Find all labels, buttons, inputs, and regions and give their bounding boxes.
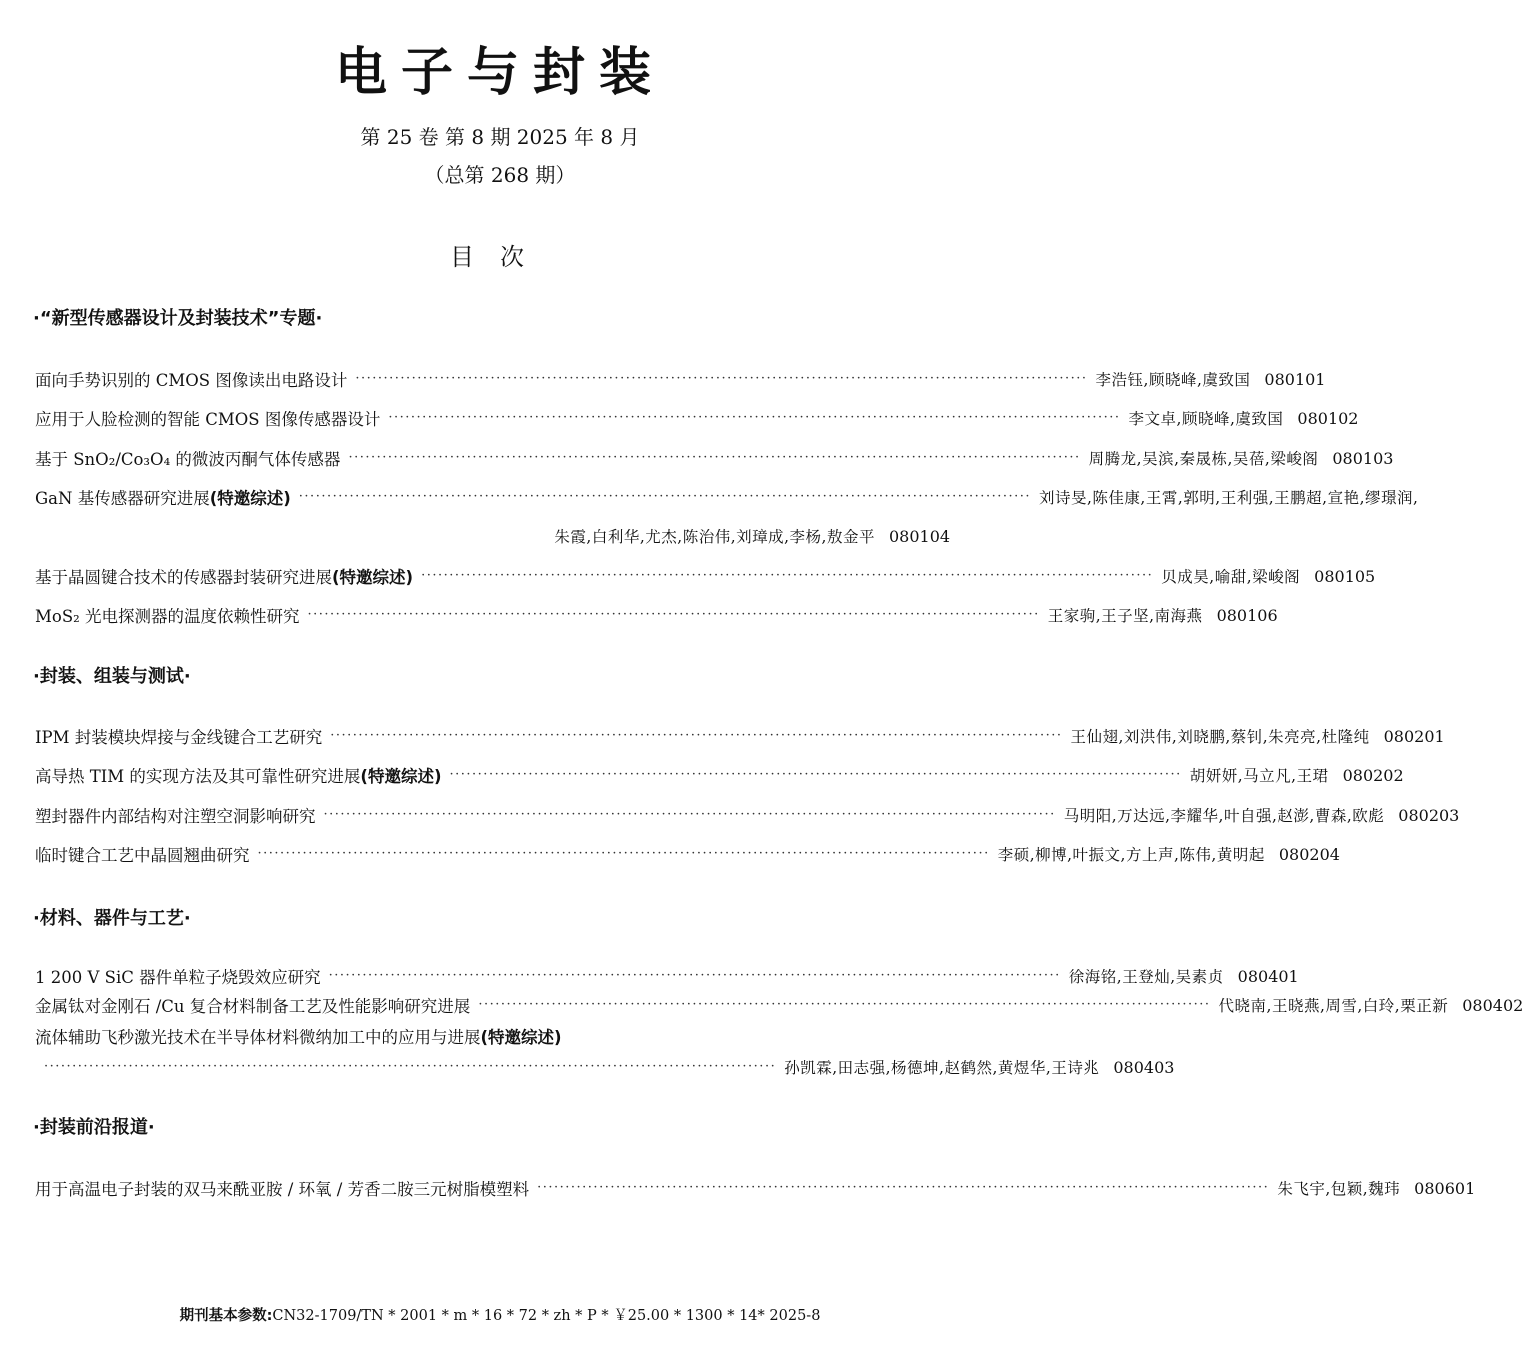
article-code: 080106 xyxy=(1216,605,1278,625)
article-authors: 朱霞,白利华,尤杰,陈治伟,刘璋成,李杨,敖金平 xyxy=(554,528,875,546)
toc-entry[interactable] xyxy=(35,762,1404,788)
article-code: 080401 xyxy=(1237,966,1299,986)
article-code: 080201 xyxy=(1383,726,1445,746)
article-title: 用于高温电子封装的双马来酰亚胺 / 环氧 / 芳香二胺三元树脂模塑料 xyxy=(35,1180,530,1199)
article-authors: 刘诗旻,陈佳康,王霄,郭明,王利强,王鹏超,宣艳,缪璟润, xyxy=(1039,489,1419,507)
section-heading: ·“新型传感器设计及封装技术”专题· xyxy=(33,308,323,329)
article-title: 金属钛对金刚石 /Cu 复合材料制备工艺及性能影响研究进展 xyxy=(35,997,471,1016)
parameters-value: CN32-1709/TN * 2001 * m * 16 * 72 * zh * P * ￥25.00 * 1300 * 14* 2025-8 xyxy=(272,1308,821,1324)
article-authors: 王仙翅,刘洪伟,刘晓鹏,蔡钊,朱亮亮,杜隆纯 xyxy=(1070,728,1370,746)
article-code: 080203 xyxy=(1398,805,1460,825)
article-title: 塑封器件内部结构对注塑空洞影响研究 xyxy=(35,807,316,826)
journal-parameters xyxy=(0,1306,1000,1326)
article-title: 1 200 V SiC 器件单粒子烧毁效应研究 xyxy=(35,968,321,987)
article-title: GaN 基传感器研究进展(特邀综述) xyxy=(35,489,291,508)
leader-dots: ·································································································································· xyxy=(328,968,1061,983)
article-code: 080403 xyxy=(1113,1057,1175,1077)
toc-entry[interactable] xyxy=(35,841,1340,867)
toc-entry-continuation xyxy=(44,1054,1175,1080)
article-code: 080402 xyxy=(1462,995,1523,1015)
leader-dots: ·································································································································· xyxy=(355,371,1088,386)
article-authors: 代晓南,王晓燕,周雪,白玲,栗正新 xyxy=(1218,997,1449,1015)
article-code: 080102 xyxy=(1297,408,1359,428)
toc-entry[interactable] xyxy=(35,963,1299,989)
leader-dots: ·································································································································· xyxy=(307,607,1040,622)
article-authors: 李硕,柳博,叶振文,方上声,陈伟,黄明起 xyxy=(997,846,1265,864)
total-issue: （总第 268 期） xyxy=(424,163,576,187)
leader-dots: ·································································································································· xyxy=(449,767,1182,782)
leader-dots: ·································································································································· xyxy=(388,410,1121,425)
toc-entry[interactable] xyxy=(35,445,1394,471)
leader-dots: ·································································································································· xyxy=(323,807,1056,822)
article-code: 080601 xyxy=(1414,1178,1476,1198)
leader-dots: ·································································································································· xyxy=(348,450,1081,465)
article-authors: 王家驹,王子坚,南海燕 xyxy=(1047,607,1203,625)
toc-entry[interactable] xyxy=(35,366,1326,392)
leader-dots: ·································································································································· xyxy=(330,728,1063,743)
article-authors: 胡妍妍,马立凡,王珺 xyxy=(1189,767,1329,785)
article-code: 080103 xyxy=(1332,448,1394,468)
issue-info: 第 25 卷 第 8 期 2025 年 8 月 xyxy=(360,125,640,149)
leader-dots: ·································································································································· xyxy=(44,1059,777,1074)
toc-entry[interactable] xyxy=(35,992,1523,1018)
toc-entry[interactable] xyxy=(35,1023,947,1049)
article-authors: 朱飞宇,包颖,魏玮 xyxy=(1277,1180,1401,1198)
article-authors: 李浩钰,顾晓峰,虞致国 xyxy=(1095,371,1251,389)
article-authors: 孙凯霖,田志强,杨德坤,赵鹤然,黄煜华,王诗兆 xyxy=(784,1059,1100,1077)
article-code: 080202 xyxy=(1342,765,1404,785)
article-title: 基于晶圆键合技术的传感器封装研究进展(特邀综述) xyxy=(35,568,414,587)
article-title: IPM 封装模块焊接与金线键合工艺研究 xyxy=(35,728,323,747)
leader-dots: ·································································································································· xyxy=(421,568,1154,583)
article-title: 流体辅助飞秒激光技术在半导体材料微纳加工中的应用与进展(特邀综述) xyxy=(35,1028,562,1047)
article-title: 应用于人脸检测的智能 CMOS 图像传感器设计 xyxy=(35,410,381,429)
section-heading: ·封装、组装与测试· xyxy=(33,666,191,687)
toc-entry[interactable] xyxy=(35,723,1445,749)
leader-dots: ·································································································································· xyxy=(478,997,1211,1012)
leader-dots: ·································································································································· xyxy=(537,1180,1270,1195)
toc-entry[interactable] xyxy=(35,1175,1476,1201)
section-heading: ·封装前沿报道· xyxy=(33,1117,155,1138)
article-code: 080101 xyxy=(1264,369,1326,389)
toc-entry[interactable] xyxy=(35,484,1419,510)
article-title: 面向手势识别的 CMOS 图像读出电路设计 xyxy=(35,371,348,390)
article-title: MoS₂ 光电探测器的温度依赖性研究 xyxy=(35,607,300,626)
leader-dots: ·································································································································· xyxy=(298,489,1031,504)
article-authors: 马明阳,万达远,李耀华,叶自强,赵澎,曹森,欧彪 xyxy=(1063,807,1385,825)
toc-entry-continuation xyxy=(35,523,951,549)
section-heading: ·材料、器件与工艺· xyxy=(33,908,191,929)
contents-title: 目次 xyxy=(450,243,550,271)
article-code: 080204 xyxy=(1278,844,1340,864)
toc-entry[interactable] xyxy=(35,802,1460,828)
article-title: 基于 SnO₂/Co₃O₄ 的微波丙酮气体传感器 xyxy=(35,450,341,469)
article-title: 临时键合工艺中晶圆翘曲研究 xyxy=(35,846,250,865)
journal-masthead: 电子与封装 xyxy=(334,42,665,103)
toc-entry[interactable] xyxy=(35,405,1359,431)
toc-entry[interactable] xyxy=(35,563,1376,589)
article-authors: 李文卓,顾晓峰,虞致国 xyxy=(1128,410,1284,428)
article-authors: 周腾龙,吴滨,秦晟栋,吴蓓,梁峻阁 xyxy=(1088,450,1319,468)
article-authors: 贝成昊,喻甜,梁峻阁 xyxy=(1161,568,1301,586)
leader-dots: ·································································································································· xyxy=(257,846,990,861)
toc-entry[interactable] xyxy=(35,602,1278,628)
parameters-label: 期刊基本参数: xyxy=(179,1308,273,1324)
article-title: 高导热 TIM 的实现方法及其可靠性研究进展(特邀综述) xyxy=(35,767,442,786)
article-code: 080105 xyxy=(1314,566,1376,586)
article-code: 080104 xyxy=(889,526,951,546)
article-authors: 徐海铭,王登灿,吴素贞 xyxy=(1068,968,1224,986)
